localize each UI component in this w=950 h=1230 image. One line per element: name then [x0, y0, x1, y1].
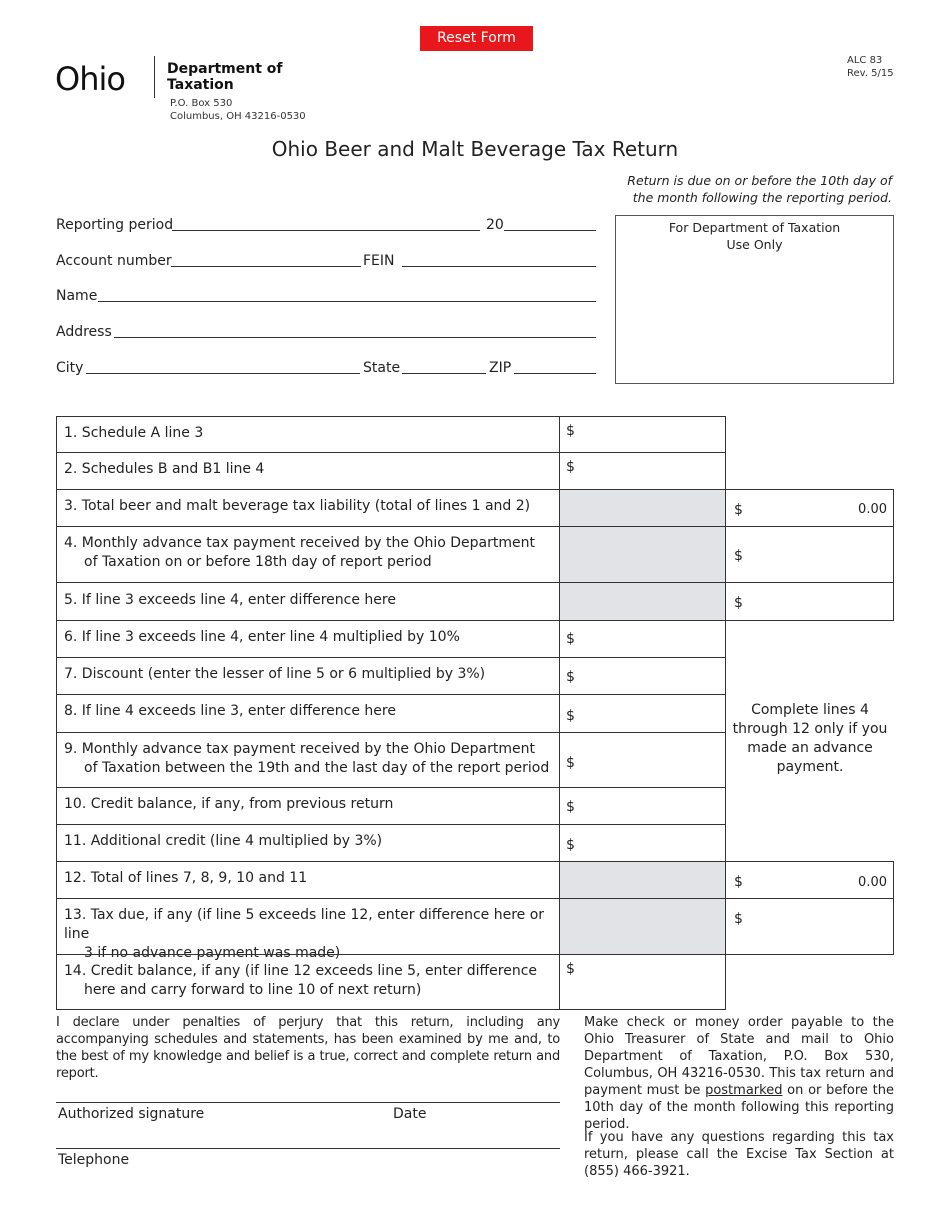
line-4-amount-input[interactable]: $	[725, 526, 894, 583]
form-id: ALC 83 Rev. 5/15	[847, 55, 894, 79]
year-prefix-label: 20	[486, 217, 504, 233]
department-name: Department of Taxation	[167, 61, 283, 93]
reset-form-button[interactable]: Reset Form	[420, 26, 533, 51]
line-5-label: 5. If line 3 exceeds line 4, enter difference here	[56, 582, 560, 621]
zip-label: ZIP	[489, 360, 512, 376]
department-use-box: For Department of Taxation Use Only	[615, 215, 894, 384]
account-number-label: Account number	[56, 253, 172, 269]
city-label: City	[56, 360, 84, 376]
fein-input[interactable]	[402, 266, 596, 267]
line-8-amount-input[interactable]: $	[559, 694, 726, 733]
ohio-logo: Ohio	[55, 60, 125, 98]
line-1-label: 1. Schedule A line 3	[56, 416, 560, 453]
signature-line[interactable]	[56, 1102, 560, 1103]
authorized-signature-label: Authorized signature	[58, 1106, 205, 1122]
address-input[interactable]	[114, 337, 596, 338]
perjury-declaration: I declare under penalties of perjury that this return, including any accompanying schedules and statements, has been examined by me and, to the best of my knowledge and belief is a true, correct and complete return and report.	[56, 1015, 560, 1081]
line-4-label: 4. Monthly advance tax payment received by the Ohio Department of Taxation on or before 18th day of report period	[56, 526, 560, 583]
line-12-label: 12. Total of lines 7, 8, 9, 10 and 11	[56, 861, 560, 899]
telephone-label: Telephone	[58, 1152, 130, 1168]
city-input[interactable]	[86, 373, 360, 374]
name-label: Name	[56, 288, 98, 304]
line-8-label: 8. If line 4 exceeds line 3, enter difference here	[56, 694, 560, 733]
line-11-label: 11. Additional credit (line 4 multiplied by 3%)	[56, 824, 560, 862]
advance-payment-note: Complete lines 4 through 12 only if you made an advance payment.	[732, 702, 888, 775]
date-label: Date	[393, 1106, 427, 1122]
line-12-total-field[interactable]: $ 0.00	[725, 861, 894, 899]
line-10-amount-input[interactable]: $	[559, 787, 726, 825]
reporting-period-input[interactable]	[172, 230, 480, 231]
line-5-shaded-cell	[559, 582, 726, 621]
questions-contact-note: If you have any questions regarding this tax return, please call the Excise Tax Section at (855) 466-3921.	[584, 1130, 894, 1179]
address-label: Address	[56, 324, 112, 340]
line-6-amount-input[interactable]: $	[559, 620, 726, 658]
account-number-input[interactable]	[171, 266, 361, 267]
line-12-shaded-cell	[559, 861, 726, 899]
line-10-label: 10. Credit balance, if any, from previous return	[56, 787, 560, 825]
telephone-line[interactable]	[56, 1148, 560, 1149]
zip-input[interactable]	[514, 373, 596, 374]
line-14-label: 14. Credit balance, if any (if line 12 exceeds line 5, enter difference here and carry forward to line 10 of next return)	[56, 954, 560, 1010]
line-7-label: 7. Discount (enter the lesser of line 5 or 6 multiplied by 3%)	[56, 657, 560, 695]
line-2-label: 2. Schedules B and B1 line 4	[56, 452, 560, 490]
fein-label: FEIN	[363, 253, 395, 269]
line-13-shaded-cell	[559, 898, 726, 955]
state-input[interactable]	[402, 373, 486, 374]
line-9-label: 9. Monthly advance tax payment received by the Ohio Department of Taxation between the 19th and the last day of the report period	[56, 732, 560, 788]
line-9-amount-input[interactable]: $	[559, 732, 726, 788]
line-4-shaded-cell	[559, 526, 726, 583]
line-13-amount-input[interactable]: $	[725, 898, 894, 955]
line-11-amount-input[interactable]: $	[559, 824, 726, 862]
department-address: P.O. Box 530 Columbus, OH 43216-0530	[170, 98, 306, 122]
year-input[interactable]	[504, 230, 596, 231]
logo-divider	[154, 56, 155, 98]
state-label: State	[363, 360, 401, 376]
line-13-label: 13. Tax due, if any (if line 5 exceeds line 12, enter difference here or line 3 if no advance payment was made)	[56, 898, 560, 955]
line-14-amount-input[interactable]: $	[559, 954, 726, 1010]
line-1-amount-input[interactable]: $	[559, 416, 726, 453]
reporting-period-label: Reporting period	[56, 217, 174, 233]
line-6-label: 6. If line 3 exceeds line 4, enter line 4 multiplied by 10%	[56, 620, 560, 658]
name-input[interactable]	[98, 301, 596, 302]
line-5-amount-input[interactable]: $	[725, 582, 894, 621]
payment-instructions: Make check or money order payable to the Ohio Treasurer of State and mail to Ohio Department of Taxation, P.O. Box 530, Columbus, OH 43216-0530. This tax return and payment must be postmarked on or before the 10th day of the month following this reporting period.	[584, 1015, 894, 1132]
line-3-total-field[interactable]: $ 0.00	[725, 489, 894, 527]
line-7-amount-input[interactable]: $	[559, 657, 726, 695]
due-note: Return is due on or before the 10th day of the month following the reporting period.	[627, 173, 892, 205]
line-3-label: 3. Total beer and malt beverage tax liability (total of lines 1 and 2)	[56, 489, 560, 527]
line-3-shaded-cell	[559, 489, 726, 527]
line-2-amount-input[interactable]: $	[559, 452, 726, 490]
page-title: Ohio Beer and Malt Beverage Tax Return	[271, 137, 679, 161]
